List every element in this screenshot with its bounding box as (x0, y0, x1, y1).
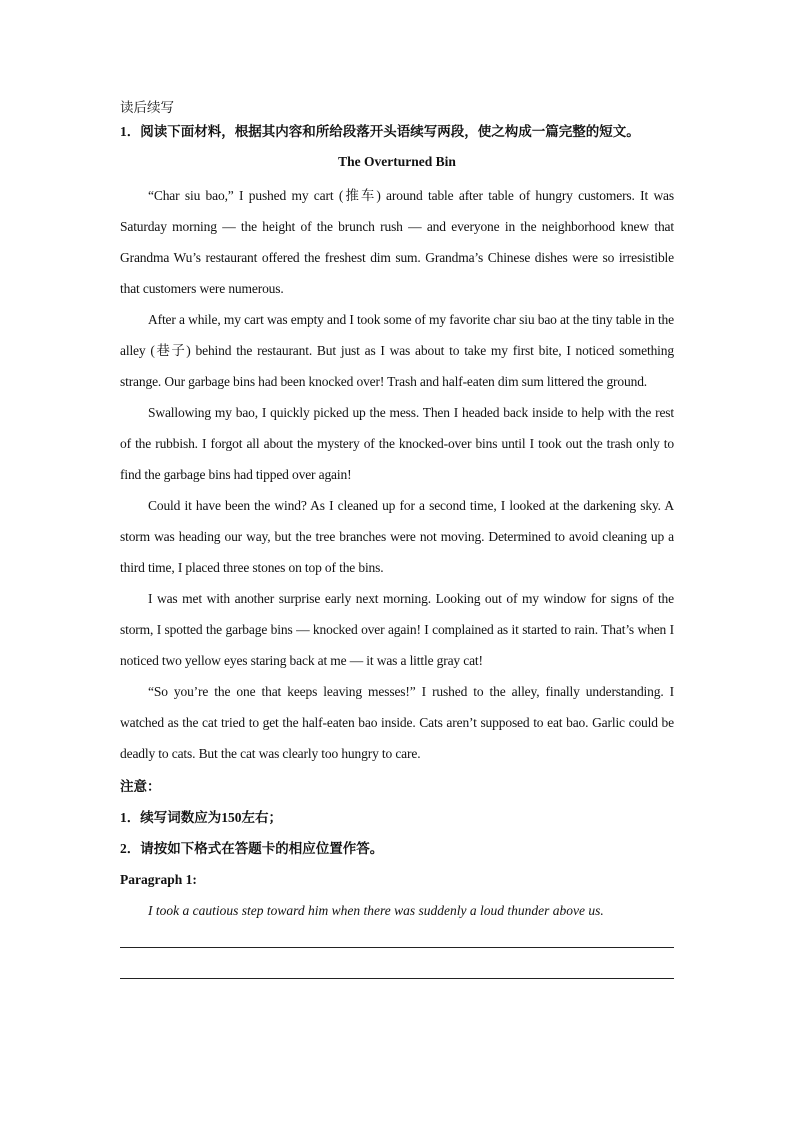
notes-section (120, 771, 674, 926)
answer-line[interactable] (120, 947, 674, 948)
section-heading: 读后续写 (120, 100, 174, 115)
note-item: 1．续写词数应为150左右； (120, 810, 282, 825)
document-page (120, 96, 674, 979)
answer-line[interactable] (120, 978, 674, 979)
story-paragraph: After a while, my cart was empty and I took some of my favorite char siu bao at the tiny table in the alley (巷子) behind the restaurant. But just as I was about to take my first bite, I noticed something strange. Our garbage bins had been knocked over! Trash and half-eaten dim sum littered the ground. (120, 312, 674, 389)
story-paragraph: “So you’re the one that keeps leaving messes!” I rushed to the alley, finally understanding. I watched as the cat tried to get the half-eaten bao inside. Cats aren’t supposed to eat bao. Garlic could be deadly to cats. But the cat was clearly too hungry to care. (120, 684, 674, 761)
story-title: The Overturned Bin (338, 154, 456, 169)
paragraph-1-label: Paragraph 1: (120, 872, 197, 887)
story-paragraph: Swallowing my bao, I quickly picked up the mess. Then I headed back inside to help with the rest of the rubbish. I forgot all about the mystery of the knocked-over bins until I took out the trash only to find the garbage bins had tipped over again! (120, 405, 674, 482)
note-item: 2．请按如下格式在答题卡的相应位置作答。 (120, 841, 384, 856)
story-paragraph: “Char siu bao,” I pushed my cart (推车) around table after table of hungry customers. It was Saturday morning — the height of the brunch rush — and everyone in the neighborhood knew that Grandma Wu’s restaurant offered the freshest dim sum. Grandma’s Chinese dishes were so irresistible that customers were numerous. (120, 188, 674, 296)
question-instruction: 1．阅读下面材料，根据其内容和所给段落开头语续写两段，使之构成一篇完整的短文。 (120, 124, 640, 139)
story-paragraph: I was met with another surprise early next morning. Looking out of my window for signs of the storm, I spotted the garbage bins — knocked over again! I complained as it started to rain. That’s when I noticed two yellow eyes staring back at me — it was a little gray cat! (120, 591, 674, 668)
paragraph-1-starter: I took a cautious step toward him when there was suddenly a loud thunder above us. (148, 903, 604, 918)
story-paragraph: Could it have been the wind? As I cleaned up for a second time, I looked at the darkening sky. A storm was heading our way, but the tree branches were not moving. Determined to avoid cleaning up a third time, I placed three stones on top of the bins. (120, 498, 674, 575)
notes-heading: 注意： (120, 779, 161, 794)
